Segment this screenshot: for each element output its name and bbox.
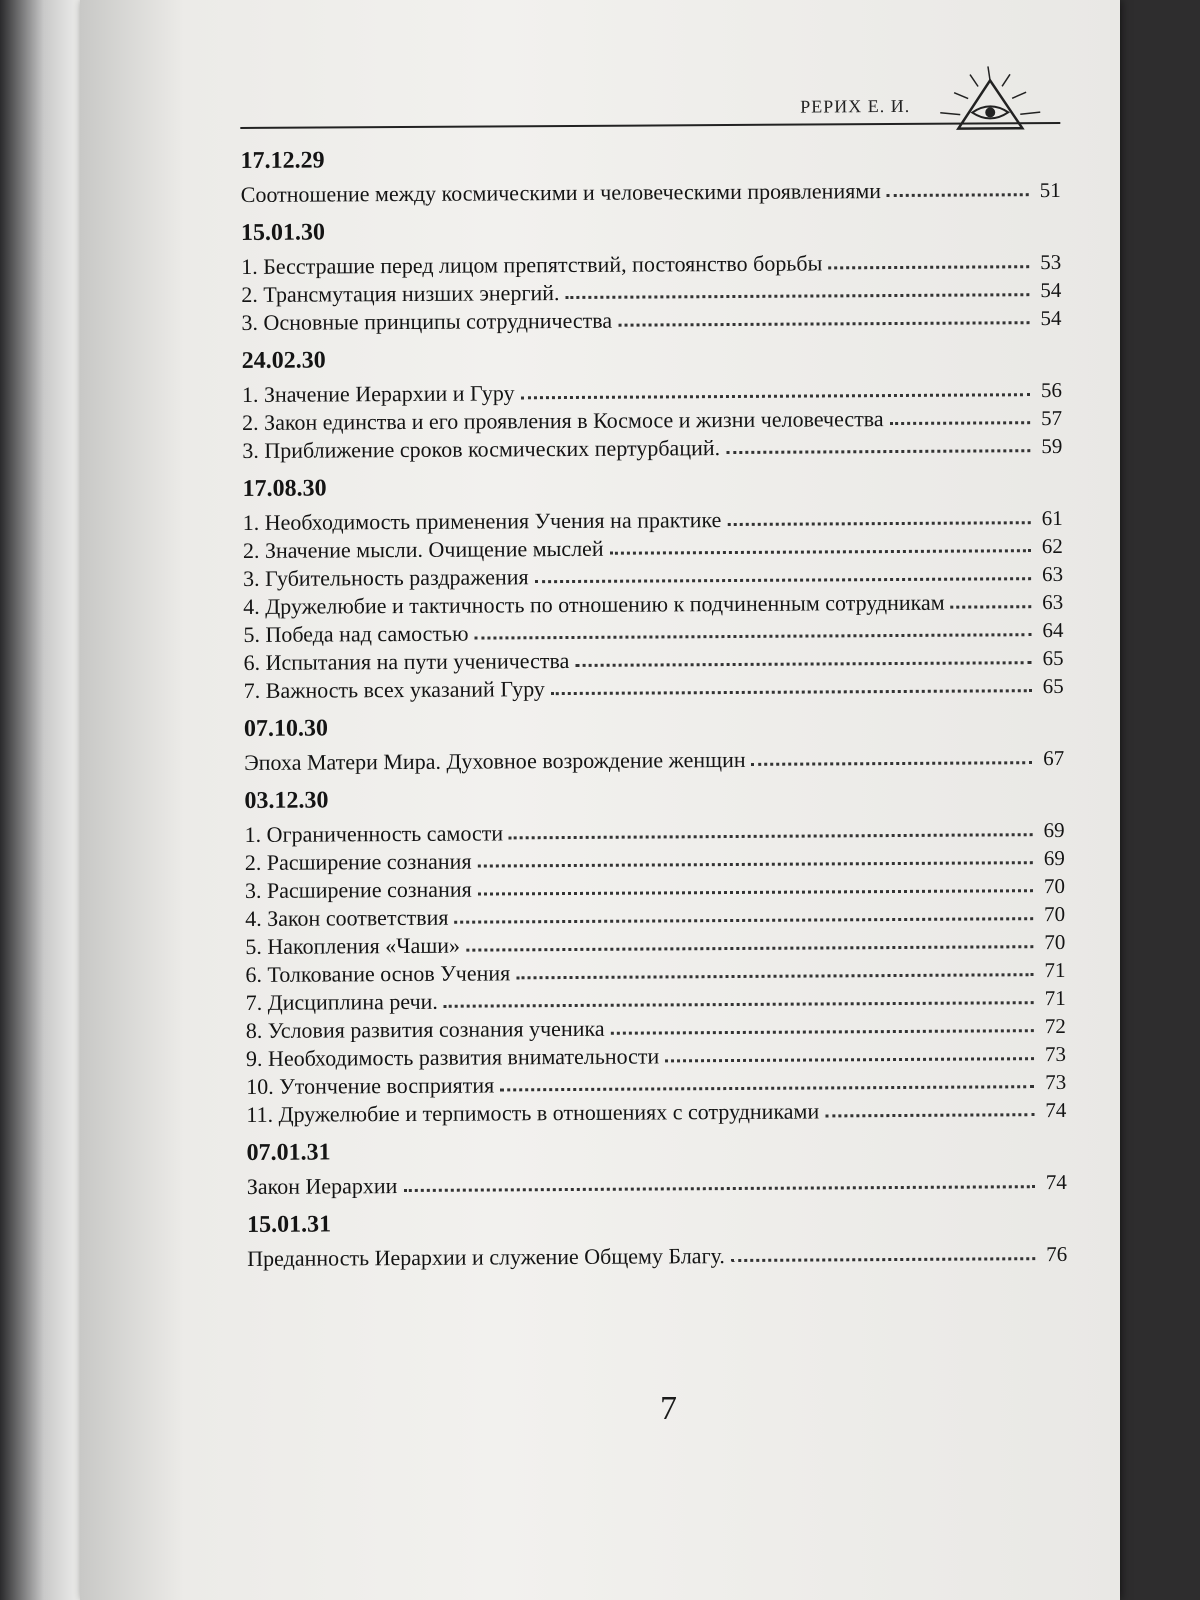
dot-leader — [665, 1057, 1034, 1062]
table-of-contents — [240, 142, 1067, 1273]
dot-leader — [466, 945, 1033, 951]
toc-entry — [244, 744, 1064, 777]
page-content — [240, 70, 1067, 1273]
toc-page-number: 67 — [1043, 745, 1065, 771]
dot-leader — [454, 917, 1033, 924]
section-date: 15.01.31 — [246, 1211, 332, 1238]
toc-entry-title: 11. Дружелюбие и терпимость в отношениях с сотрудниками — [246, 1098, 820, 1127]
toc-entry — [243, 588, 1063, 621]
toc-entry-title: 1. Бесстрашие перед лицом препятствий, постоянство борьбы — [241, 250, 823, 279]
toc-page-number: 64 — [1042, 617, 1064, 643]
toc-entry-title: 1. Ограниченность самости — [244, 820, 504, 847]
toc-entry — [244, 672, 1064, 705]
dot-leader — [403, 1185, 1034, 1192]
dot-leader — [828, 265, 1029, 269]
dot-leader — [516, 973, 1033, 979]
toc-entry — [246, 1096, 1066, 1129]
toc-entry-title: 10. Утончение восприятия — [246, 1072, 495, 1099]
toc-entry — [242, 432, 1062, 465]
toc-entry-title: 8. Условия развития сознания ученика — [245, 1015, 605, 1043]
dot-leader — [752, 761, 1033, 766]
toc-entry-title: 7. Дисциплина речи. — [245, 988, 438, 1015]
dot-leader — [825, 1113, 1034, 1117]
toc-page-number: 53 — [1040, 249, 1062, 275]
toc-page-number: 71 — [1044, 957, 1066, 983]
book-spine-shadow — [0, 0, 80, 1600]
dot-leader — [890, 421, 1031, 425]
toc-entry-title: 5. Накопления «Чаши» — [245, 932, 461, 959]
toc-entry-title: Соотношение между космическими и человеческими проявлениями — [240, 178, 882, 207]
toc-page-number: 59 — [1041, 433, 1063, 459]
toc-entry — [241, 304, 1061, 337]
dot-leader — [575, 661, 1031, 667]
dot-leader — [731, 1257, 1035, 1262]
section-date: 15.01.30 — [240, 219, 326, 246]
toc-entry-title: 6. Испытания на пути ученичества — [243, 647, 570, 675]
toc-page-number: 73 — [1045, 1069, 1067, 1095]
toc-page-number: 70 — [1044, 929, 1066, 955]
toc-entry-title: 6. Толкование основ Учения — [245, 960, 511, 987]
toc-entry — [241, 176, 1061, 209]
toc-entry-title: 3. Расширение сознания — [244, 876, 472, 903]
section-date: 07.10.30 — [243, 715, 329, 742]
book-page — [80, 0, 1120, 1600]
dot-leader — [478, 889, 1033, 895]
toc-entry-title: Преданность Иерархии и служение Общему Благу. — [247, 1243, 725, 1271]
toc-page-number: 51 — [1039, 177, 1061, 203]
toc-page-number: 63 — [1041, 561, 1064, 587]
toc-entry-title: 2. Расширение сознания — [244, 848, 472, 875]
toc-page-number: 74 — [1045, 1169, 1067, 1195]
dot-leader — [726, 449, 1030, 454]
dot-leader — [887, 193, 1029, 197]
dot-leader — [618, 321, 1029, 327]
dot-leader — [444, 1001, 1034, 1008]
running-head — [240, 70, 1060, 129]
toc-entry — [247, 1168, 1067, 1201]
toc-page-number: 54 — [1040, 277, 1062, 303]
toc-entry-title: 1. Необходимость применения Учения на практике — [242, 507, 722, 535]
toc-page-number: 70 — [1043, 873, 1066, 899]
dot-leader — [509, 833, 1033, 839]
section-date: 17.12.29 — [240, 147, 325, 174]
toc-page-number: 72 — [1044, 1013, 1066, 1039]
toc-entry-title: 3. Приближение сроков космических пертурбаций. — [242, 435, 721, 463]
dot-leader — [551, 689, 1032, 695]
toc-page-number: 61 — [1041, 505, 1063, 531]
toc-entry-title: 7. Важность всех указаний Гуру — [243, 676, 545, 703]
toc-page-number: 71 — [1044, 985, 1066, 1011]
dot-leader — [535, 577, 1031, 583]
toc-entry-title: 2. Значение мысли. Очищение мыслей — [242, 535, 604, 563]
dot-leader — [951, 605, 1032, 608]
toc-page-number: 76 — [1046, 1241, 1068, 1267]
toc-entry-title: 5. Победа над самостью — [243, 620, 469, 647]
toc-page-number: 62 — [1041, 533, 1063, 559]
toc-entry-title: 1. Значение Иерархии и Гуру — [241, 380, 515, 407]
dot-leader — [521, 393, 1030, 399]
section-date: 24.02.30 — [241, 347, 326, 374]
toc-page-number: 63 — [1042, 589, 1064, 615]
toc-page-number: 73 — [1044, 1041, 1067, 1067]
dot-leader — [727, 521, 1030, 526]
section-date: 17.08.30 — [242, 475, 327, 502]
all-seeing-eye-triangle-icon — [930, 62, 1060, 135]
toc-entry-title: 3. Губительность раздражения — [242, 564, 529, 591]
toc-page-number: 56 — [1040, 377, 1063, 403]
toc-entry-title: 9. Необходимость развития внимательности — [245, 1043, 660, 1071]
toc-page-number: 57 — [1041, 405, 1063, 431]
toc-page-number: 69 — [1043, 845, 1065, 871]
toc-entry-title: 4. Дружелюбие и тактичность по отношению к подчиненным сотрудникам — [243, 589, 945, 619]
toc-entry-title: Закон Иерархии — [246, 1173, 398, 1199]
toc-page-number: 65 — [1042, 673, 1064, 699]
section-date: 03.12.30 — [244, 787, 329, 814]
toc-page-number: 74 — [1045, 1097, 1067, 1123]
toc-page-number: 69 — [1043, 817, 1065, 843]
toc-entry-title: 4. Закон соответствия — [245, 904, 449, 931]
dot-leader — [610, 549, 1031, 555]
toc-page-number: 54 — [1040, 305, 1062, 331]
toc-entry — [247, 1240, 1067, 1273]
author-header: РЕРИХ Е. И. — [800, 95, 911, 117]
dot-leader — [478, 861, 1033, 867]
toc-page-number: 70 — [1044, 901, 1066, 927]
dot-leader — [565, 293, 1029, 299]
dot-leader — [475, 633, 1032, 639]
page-number: 7 — [660, 1390, 677, 1427]
section-date: 07.01.31 — [246, 1139, 331, 1166]
dot-leader — [500, 1085, 1034, 1091]
toc-entry-title: 3. Основные принципы сотрудничества — [241, 307, 613, 335]
dot-leader — [611, 1029, 1034, 1035]
toc-entry-title: 2. Закон единства и его проявления в Космосе и жизни человечества — [242, 406, 884, 435]
toc-entry-title: Эпоха Матери Мира. Духовное возрождение женщин — [244, 746, 746, 775]
toc-entry-title: 2. Трансмутация низших энергий. — [241, 280, 560, 307]
toc-page-number: 65 — [1042, 645, 1064, 671]
